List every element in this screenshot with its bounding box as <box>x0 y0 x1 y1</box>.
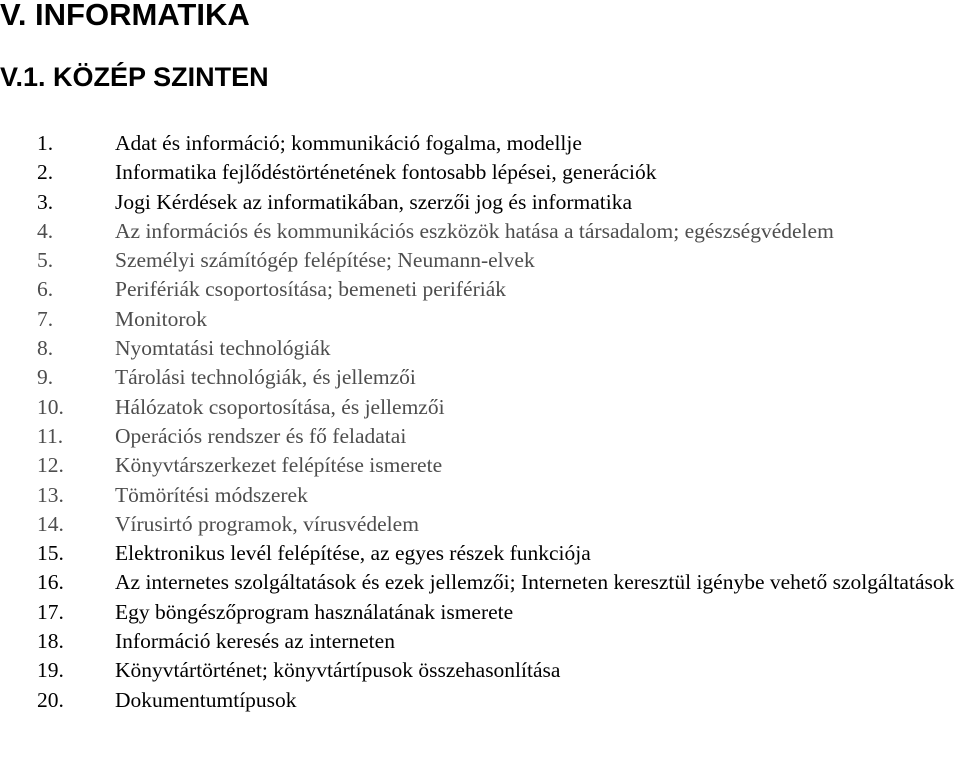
list-item-text: Az információs és kommunikációs eszközök hatása a társadalom; egészségvédelem <box>115 218 834 243</box>
list-item-text: Operációs rendszer és fő feladatai <box>115 423 407 448</box>
list-item <box>0 627 960 656</box>
document-title: V. INFORMATIKA <box>0 0 250 32</box>
list-item <box>0 568 960 597</box>
list-item-text: Tárolási technológiák, és jellemzői <box>115 365 416 390</box>
list-item <box>0 305 960 334</box>
list-item-text: Dokumentumtípusok <box>115 687 297 712</box>
list-item <box>0 656 960 685</box>
list-item-text: Adat és információ; kommunikáció fogalma, modellje <box>115 131 582 155</box>
list-item <box>0 598 960 627</box>
list-item-number: 12. <box>37 453 64 478</box>
list-item <box>0 158 960 187</box>
list-item-number: 11. <box>37 423 64 448</box>
section-title: V.1. KÖZÉP SZINTEN <box>0 62 269 92</box>
list-item-text: Személyi számítógép felépítése; Neumann-elvek <box>115 248 535 273</box>
list-item-number: 7. <box>37 306 54 331</box>
list-item-number: 1. <box>37 131 54 155</box>
list-item-text: Könyvtártörténet; könyvtártípusok összehasonlítása <box>115 658 561 683</box>
list-item-number: 15. <box>37 541 64 566</box>
list-item-text: Vírusirtó programok, vírusvédelem <box>115 511 419 536</box>
list-item-text: Tömörítési módszerek <box>115 482 308 507</box>
list-item <box>0 246 960 275</box>
list-item <box>0 275 960 304</box>
list-item <box>0 217 960 246</box>
list-item <box>0 129 960 158</box>
list-item-number: 10. <box>37 394 64 419</box>
list-item-number: 8. <box>37 336 54 361</box>
list-item-number: 9. <box>37 365 54 390</box>
list-item-text: Az internetes szolgáltatások és ezek jellemzői; Interneten keresztül igénybe vehető szolgáltatások <box>115 570 955 595</box>
list-item-text: Informatika fejlődéstörténetének fontosabb lépései, generációk <box>115 160 657 185</box>
list-item-text: Jogi Kérdések az informatikában, szerzői jog és informatika <box>115 189 633 214</box>
list-item <box>0 539 960 568</box>
list-item <box>0 451 960 480</box>
list-item <box>0 363 960 392</box>
list-item <box>0 686 960 715</box>
list-item <box>0 422 960 451</box>
list-item-number: 14. <box>37 511 64 536</box>
list-item-number: 16. <box>37 570 64 595</box>
list-item-text: Egy böngészőprogram használatának ismerete <box>115 599 514 624</box>
topic-list <box>0 129 960 715</box>
list-item-text: Perifériák csoportosítása; bemeneti perifériák <box>115 277 507 302</box>
list-item-number: 4. <box>37 218 54 243</box>
list-item-number: 18. <box>37 629 64 654</box>
list-item-text: Könyvtárszerkezet felépítése ismerete <box>115 453 443 478</box>
list-item-number: 3. <box>37 189 54 214</box>
list-item-number: 13. <box>37 482 64 507</box>
list-item-text: Monitorok <box>115 306 207 331</box>
list-item-number: 2. <box>37 160 54 185</box>
list-item-text: Információ keresés az interneten <box>115 629 395 654</box>
list-item <box>0 334 960 363</box>
list-item-text: Elektronikus levél felépítése, az egyes részek funkciója <box>115 541 591 566</box>
list-item-text: Hálózatok csoportosítása, és jellemzői <box>115 394 445 419</box>
list-item <box>0 188 960 217</box>
list-item-number: 6. <box>37 277 54 302</box>
list-item-number: 5. <box>37 248 54 273</box>
list-item-number: 20. <box>37 687 64 712</box>
list-item-text: Nyomtatási technológiák <box>115 336 331 361</box>
list-item <box>0 393 960 422</box>
list-item-number: 19. <box>37 658 64 683</box>
list-item-number: 17. <box>37 599 64 624</box>
list-item <box>0 481 960 510</box>
list-item <box>0 510 960 539</box>
